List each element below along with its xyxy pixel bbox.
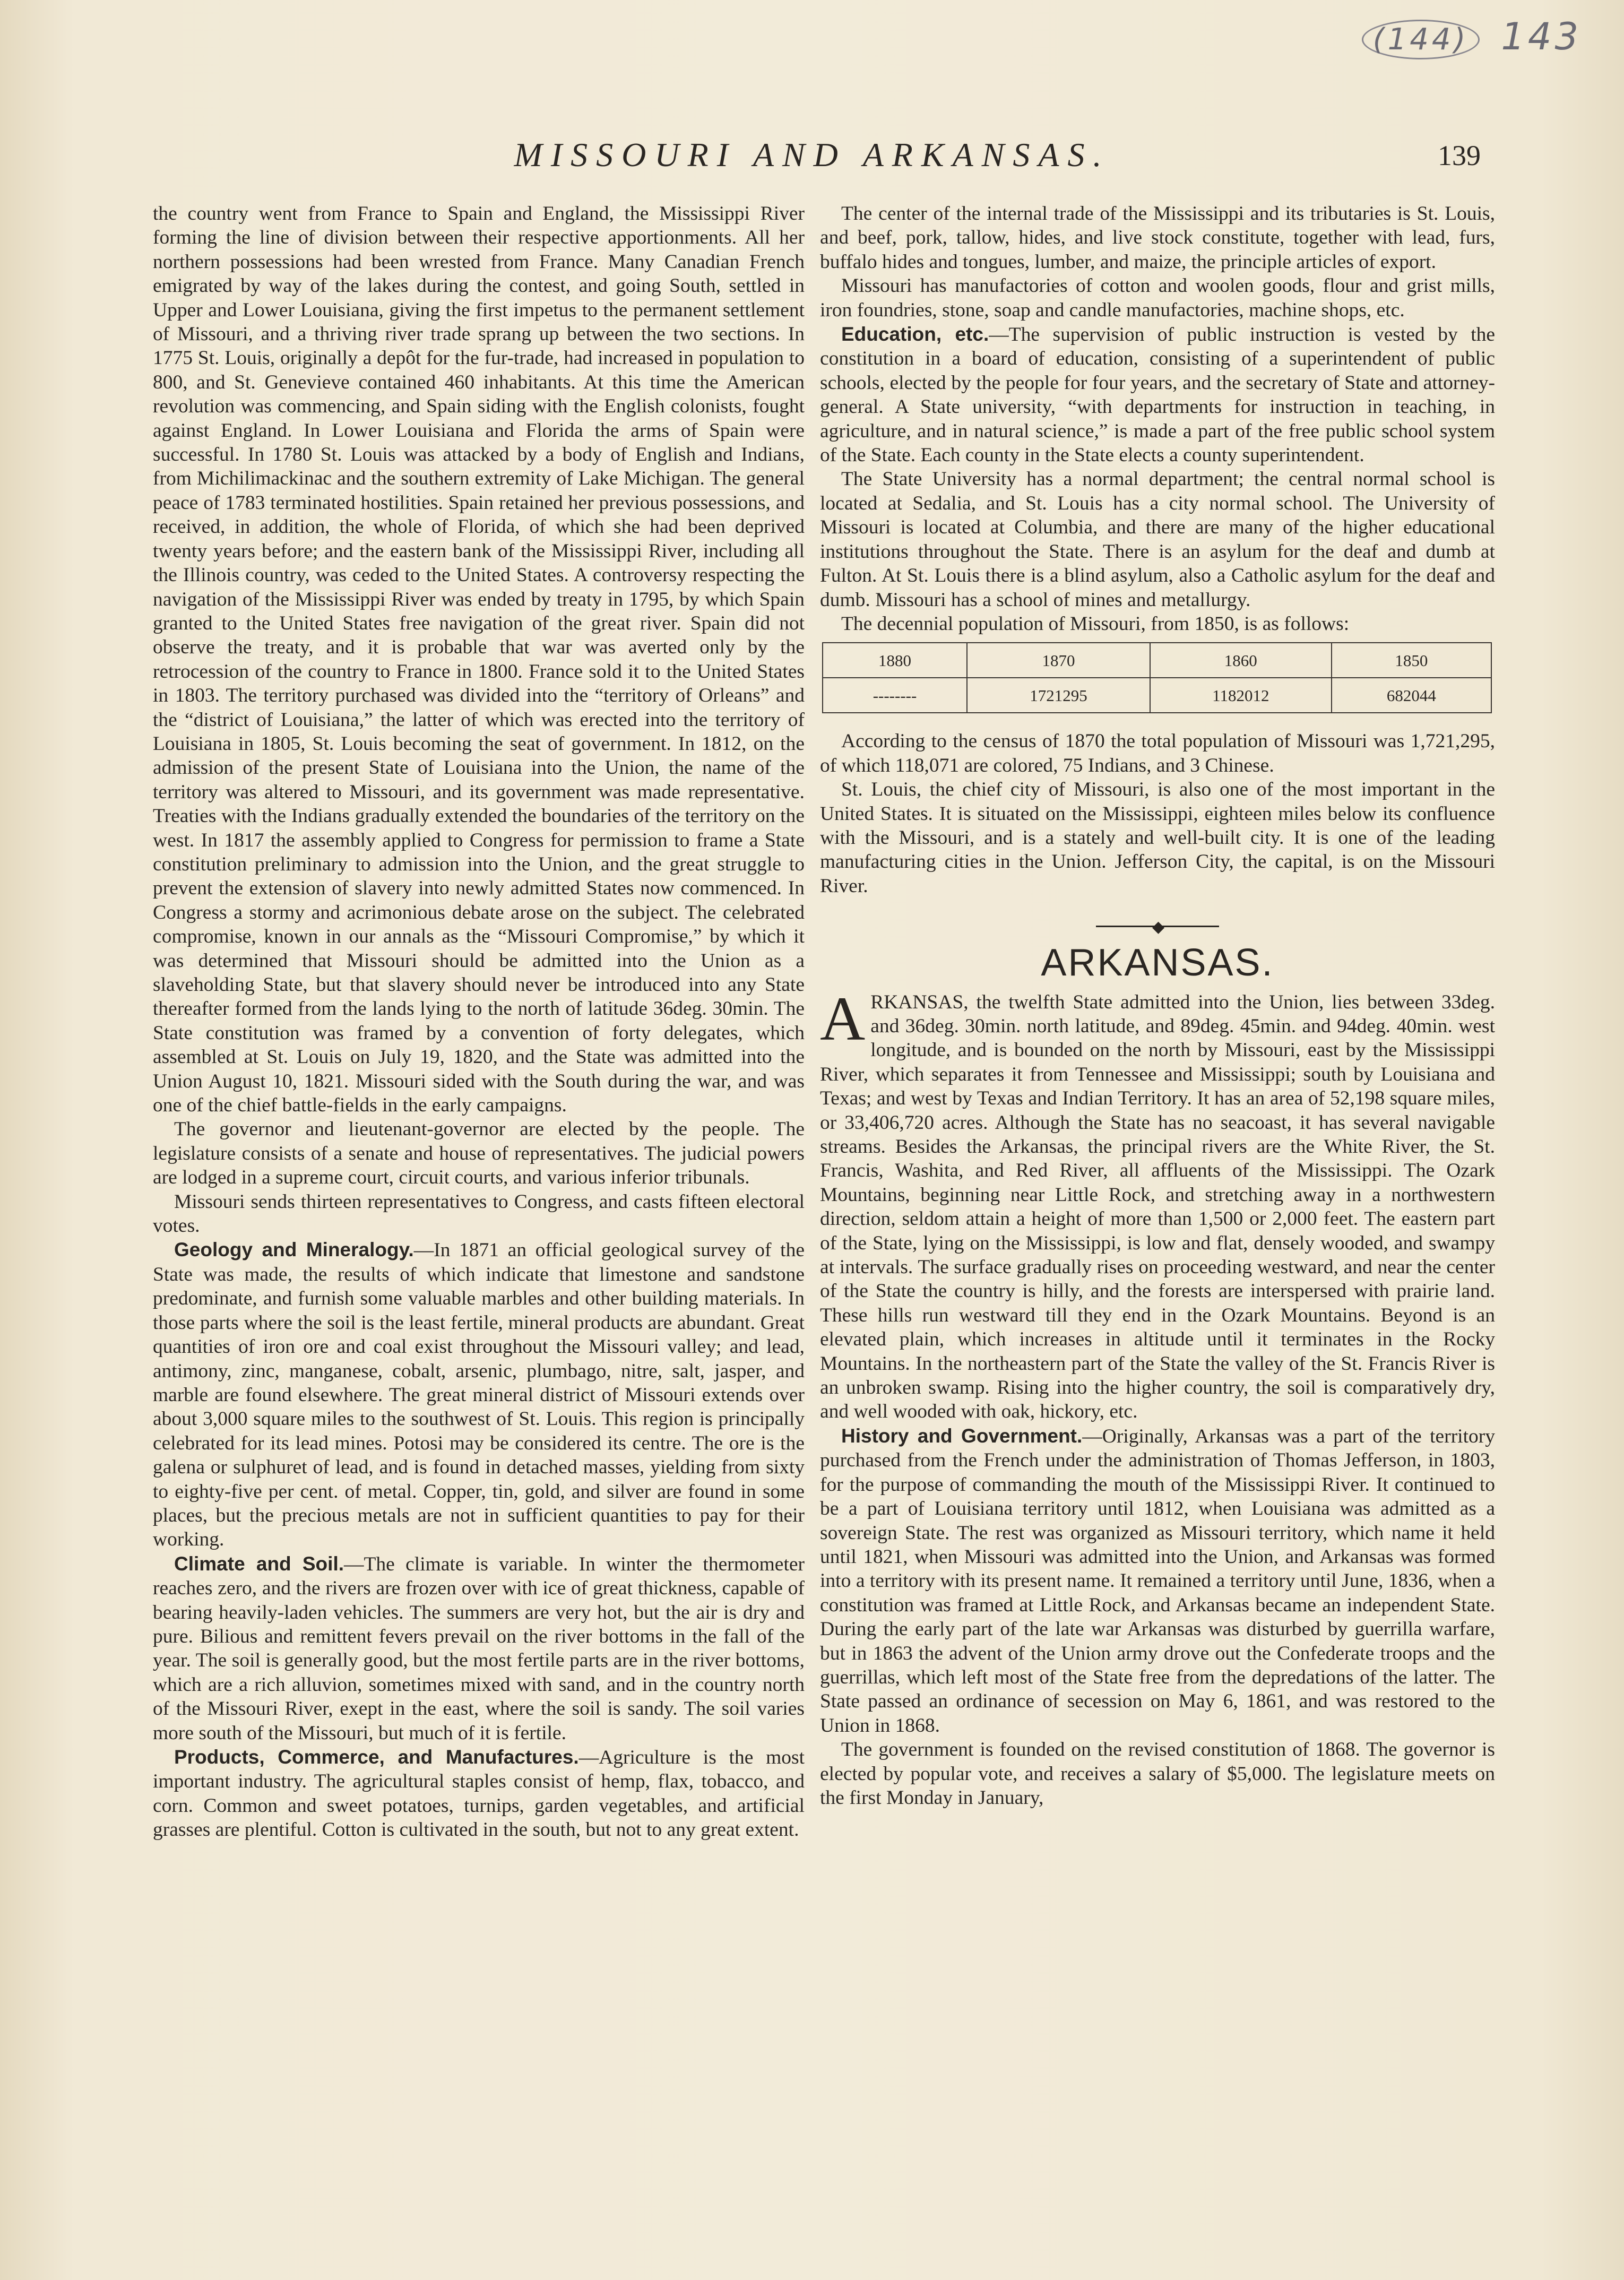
section-text: —In 1871 an official geological survey of the State was made, the results of which indicate that limestone and sandstone predominate, and furnish some valuable marbles and other building materials. In those parts where the soil is the least fertile, mineral products are abundant. Great quantities of iron ore and coal exist throughout the Missouri valley; and lead, antimony, zinc, manganese, cobalt, arsenic, plumbago, nitre, salt, jasper, and marble are found elsewhere. The great mineral district of Missouri extends over about 3,000 square miles to the southwest of St. Louis. This region is principally celebrated for its lead mines. Potosi may be considered its centre. The ore is the galena or sulphuret of lead, and is found in detached masses, yielding from sixty to eighty-five per cent. of metal. Copper, tin, gold, and silver are found in some places, but the precious metals are not in sufficient quantities to pay for their working. xyxy=(153,1239,805,1551)
paragraph: The decennial population of Missouri, from 1850, is as follows: xyxy=(841,612,1350,635)
running-title: MISSOURI AND ARKANSAS. xyxy=(514,136,1110,174)
table-header-cell: 1860 xyxy=(1150,643,1332,678)
handwritten-folio-number: 143 xyxy=(1501,15,1582,58)
section-heading-education: Education, etc. xyxy=(841,323,989,346)
population-table xyxy=(822,642,1492,713)
history-section xyxy=(820,1424,1495,1738)
paragraph: The government is founded on the revised constitution of 1868. The governor is elected by popular vote, and receives a salary of $5,000. The legislature meets on the first Monday in January, xyxy=(820,1739,1495,1809)
left-column xyxy=(153,202,805,1842)
table-header-cell: 1870 xyxy=(967,643,1150,678)
section-heading-history: History and Government. xyxy=(841,1424,1083,1447)
section-text: —The supervision of public instruction is vested by the constitution in a board of education, consisting of a superintendent of public schools, elected by the people for four years, and the secretary of State and attorney-general. A State university, “with departments for instruction in teaching, in agriculture, and in natural science,” is made a part of the free public school system of the State. Each county in the State elects a county superintendent. xyxy=(820,324,1496,467)
section-divider xyxy=(820,913,1495,940)
handwritten-page-note xyxy=(1362,15,1582,58)
table-header-row xyxy=(823,643,1491,678)
table-row xyxy=(823,678,1491,713)
table-header-cell: 1880 xyxy=(823,643,967,678)
paragraph: Missouri sends thirteen representatives to Congress, and casts fifteen electoral votes. xyxy=(153,1190,805,1237)
section-heading-products: Products, Commerce, and Manufactures. xyxy=(174,1746,579,1768)
section-heading-climate: Climate and Soil. xyxy=(174,1552,344,1575)
paragraph: Missouri has manufactories of cotton and woolen goods, flour and grist mills, iron foundries, stone, soap and candle manufactories, machine shops, etc. xyxy=(820,275,1495,321)
arkansas-intro xyxy=(820,983,1495,1424)
section-text: —The climate is variable. In winter the thermometer reaches zero, and the rivers are frozen over with ice of great thickness, capable of bearing heavily-laden vehicles. The summers are very hot, but the air is dry and pure. Bilious and remittent fevers prevail on the river bottoms in the fall of the year. The soil is generally good, but the most fertile parts are in the river bottoms, which are a rich alluvion, sometimes mixed with sand, and in the country north of the Missouri River, exept in the east, where the soil is sandy. The soil varies more south of the Missouri, but much of it is fertile. xyxy=(153,1553,805,1744)
products-section xyxy=(153,1745,805,1842)
table-cell: 1721295 xyxy=(967,678,1150,713)
paragraph: the country went from France to Spain and England, the Mississippi River forming the line of division between their respective apportionments. All her northern possessions had been wrested from France. Many Canadian French emigrated by way of the lakes during the contest, and going South, settled in Upper and Lower Louisiana, giving the first impetus to the permanent settlement of Missouri, and a thriving river trade sprang up between the two sections. In 1775 St. Louis, originally a depôt for the fur-trade, had increased in population to 800, and St. Genevieve contained 460 inhabitants. At this time the American revolution was commencing, and Spain siding with the English colonists, fought against England. In Lower Louisiana and Florida the arms of Spain were successful. In 1780 St. Louis was attacked by a body of English and Indians, from Michilimackinac and the southern extremity of Lake Michigan. The general peace of 1783 terminated hostilities. Spain retained her previous possessions, and received, in addition, the whole of Florida, of which she had been deprived twenty years before; and the eastern bank of the Mississippi River, including all the Illinois country, was ceded to the United States. A controversy respecting the navigation of the Mississippi River was ended by treaty in 1795, by which Spain granted to the United States free navigation of the great river. Spain did not observe the treaty, and it is probable that war was averted only by the retrocession of the country to France in 1800. France sold it to the United States in 1803. The territory purchased was divided into the “territory of Orleans” and the “district of Louisiana,” the latter of which was erected into the territory of Louisiana in 1805, St. Louis becoming the seat of government. In 1812, on the admission of the present State of Louisiana into the Union, the name of the territory was altered to Missouri, and its government was made representative. Treaties with the Indians gradually extended the boundaries of the territory on the west. In 1817 the assembly applied to Congress for permission to frame a State constitution preliminary to admission into the Union, and the great struggle to prevent the extension of slavery into newly admitted States now commenced. In Congress a stormy and acrimonious debate arose on the subject. The celebrated compromise, known in our annals as the “Missouri Compromise,” by which it was determined that Missouri should be admitted into the Union as a slaveholding State, but that slavery should never be introduced into any State thereafter formed from the lands lying to the north of latitude 36deg. 30min. The State constitution was framed by a convention of forty delegates, which assembled at St. Louis on July 19, 1820, and the State was admitted into the Union August 10, 1821. Missouri sided with the South during the war, and was one of the chief battle-fields in the early campaigns. xyxy=(153,203,805,1117)
table-cell: 1182012 xyxy=(1150,678,1332,713)
climate-section xyxy=(153,1552,805,1745)
arkansas-section-title: ARKANSAS. xyxy=(1041,942,1274,984)
section-text: —Originally, Arkansas was a part of the territory purchased from the French under the administration of Thomas Jefferson, in 1803, for the purpose of commanding the mouth of the Mississippi River. It continued to be a part of Louisiana territory until 1812, when Louisiana was admitted as a sovereign State. The rest was organized as Missouri territory, which name it held until 1821, when Missouri was admitted into the Union, and Arkansas was formed into a territory with its present name. It remained a territory until June, 1836, when a constitution was framed at Little Rock, and Arkansas became an independent State. During the early part of the late war Arkansas was disturbed by guerrilla warfare, but in 1863 the advent of the Union army drove out the Confederate troops and the guerrillas, which left most of the State free from the depredations of the latter. The State passed an ordinance of secession on May 6, 1861, and was restored to the Union in 1868. xyxy=(820,1425,1496,1737)
right-column xyxy=(820,202,1495,1810)
drop-cap: A xyxy=(820,983,866,1053)
paragraph: The State University has a normal department; the central normal school is located at Sedalia, and St. Louis has a city normal school. The University of Missouri is located at Columbia, and there are many of the higher educational institutions throughout the State. There is an asylum for the deaf and dumb at Fulton. At St. Louis there is a blind asylum, also a Catholic asylum for the deaf and dumb. Missouri has a school of mines and metallurgy. xyxy=(820,468,1495,611)
paragraph-text: RKANSAS, the twelfth State admitted into the Union, lies between 33deg. and 36deg. 30min. north latitude, and 89deg. 45min. and 94deg. 40min. west longitude, and is bounded on the north by Missouri, east by the Mississippi River, which separates it from Tennessee and Mississippi; south by Louisiana and Texas; and west by Texas and Indian Territory. It has an area of 52,198 square miles, or 33,406,720 acres. Although the State has no seacoast, it has several navigable streams. Besides the Arkansas, the principal rivers are the White River, the St. Francis, Washita, and Red River, all affluents of the Mississippi. The Ozark Mountains, beginning near Little Rock, and stretching away in a northwestern direction, seldom attain a height of more than 1,500 or 2,000 feet. The eastern part of the State, lying on the Mississippi, is low and flat, densely wooded, and swampy at intervals. The surface gradually rises on proceeding westward, and near the center of the State the country is hilly, and the forests are interspersed with prairie land. These hills run westward till they end in the Ozark Mountains. Beyond is an elevated plain, which increases in altitude until it terminates in the Rocky Mountains. In the northeastern part of the State the valley of the St. Francis River is an unbroken swamp. Rising into the higher country, the soil is comparatively dry, and well wooded with oak, hickory, etc. xyxy=(820,991,1495,1423)
paragraph: St. Louis, the chief city of Missouri, is also one of the most important in the United States. It is situated on the Mississippi, eighteen miles below its confluence with the Missouri, and is a stately and well-built city. It is one of the leading manufacturing cities in the Union. Jefferson City, the capital, is on the Missouri River. xyxy=(820,779,1495,897)
page-number: 139 xyxy=(1438,140,1481,171)
paragraph: The center of the internal trade of the Mississippi and its tributaries is St. Louis, and beef, pork, tallow, hides, and live stock constitute, together with lead, furs, buffalo hides and tongues, lumber, and maize, the principle articles of export. xyxy=(820,203,1495,273)
section-heading-geology: Geology and Mineralogy. xyxy=(174,1239,414,1261)
paragraph: The governor and lieutenant-governor are elected by the people. The legislature consists of a senate and house of representatives. The judicial powers are lodged in a supreme court, circuit courts, and various inferior tribunals. xyxy=(153,1118,805,1189)
education-section xyxy=(820,322,1495,467)
table-header-cell: 1850 xyxy=(1332,643,1491,678)
table-cell: 682044 xyxy=(1332,678,1491,713)
paragraph: According to the census of 1870 the total population of Missouri was 1,721,295, of which 118,071 are colored, 75 Indians, and 3 Chinese. xyxy=(820,730,1495,776)
circled-folio-number: (144) xyxy=(1362,20,1480,59)
section-text: —Agriculture is the most important industry. The agricultural staples consist of hemp, flax, tobacco, and corn. Common and sweet potatoes, turnips, garden vegetables, and artificial grasses are plentiful. Cotton is cultivated in the south, but not to any great extent. xyxy=(153,1747,805,1841)
table-cell: -------- xyxy=(823,678,967,713)
geology-section xyxy=(153,1238,805,1551)
